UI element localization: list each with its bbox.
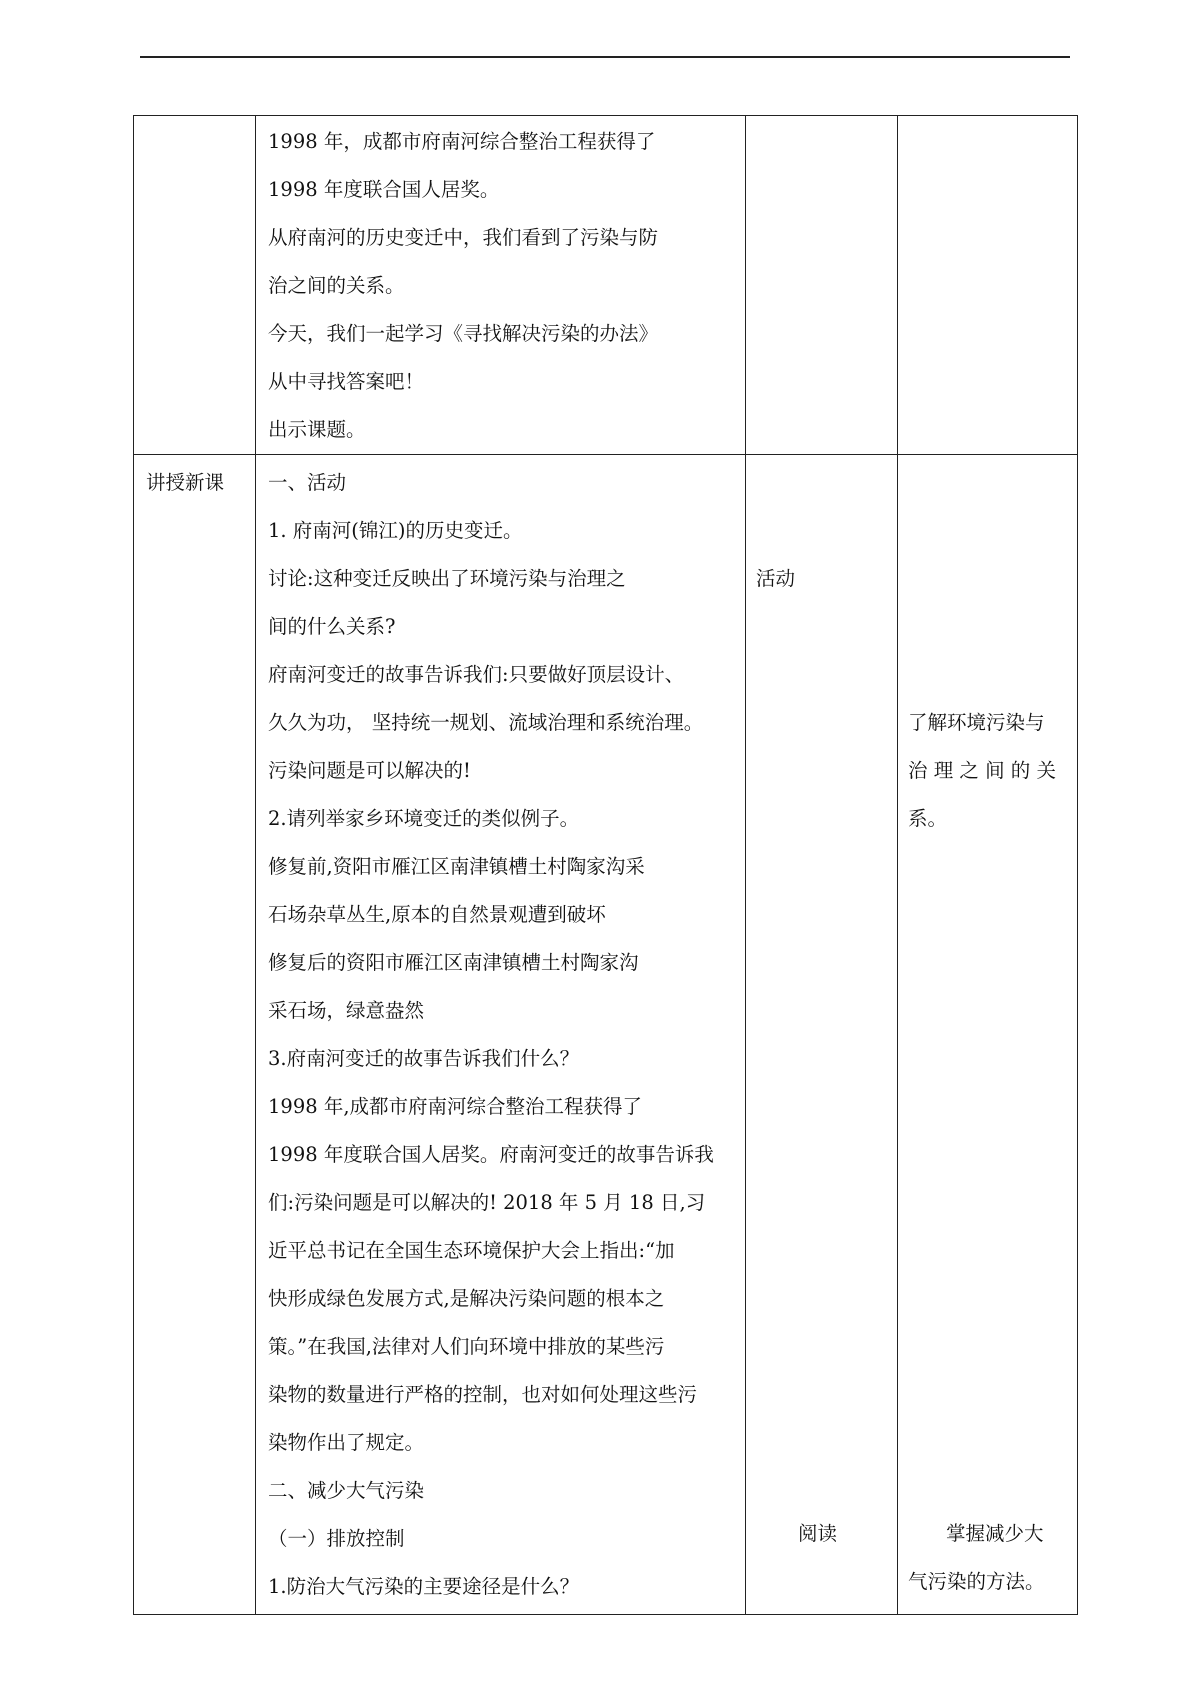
lesson-plan-table (133, 115, 1078, 1615)
content-line: 3.府南河变迁的故事告诉我们什么？ (268, 1047, 580, 1070)
content-line: 们:污染问题是可以解决的! 2018 年 5 月 18 日,习 (268, 1191, 706, 1214)
content-line: 染物的数量进行严格的控制，也对如何处理这些污 (268, 1383, 698, 1406)
content-line: 府南河变迁的故事告诉我们:只要做好顶层设计、 (268, 663, 685, 686)
section-label-cell (134, 116, 256, 455)
content-line: 采石场，绿意盎然 (268, 999, 425, 1022)
content-line: 久久为功， 坚持统一规划、流域治理和系统治理。 (268, 711, 704, 734)
content-line: 出示课题。 (268, 418, 366, 441)
content-line: 治之间的关系。 (268, 274, 405, 297)
subheading-emission-control: （一）排放控制 (268, 1527, 405, 1550)
content-line: 染物作出了规定。 (268, 1431, 425, 1454)
method-cell (746, 116, 898, 455)
content-line: 修复前,资阳市雁江区南津镇槽土村陶家沟采 (268, 855, 645, 878)
page-header-rule (140, 56, 1070, 58)
goal-line: 系。 (908, 807, 948, 830)
content-line: 从府南河的历史变迁中，我们看到了污染与防 (268, 226, 659, 249)
table-row-new-lesson (134, 455, 1078, 1615)
table-row-intro (134, 116, 1078, 455)
content-cell (256, 455, 746, 1615)
goal-line: 气污染的方法。 (908, 1570, 1045, 1593)
content-line: 1998 年，成都市府南河综合整治工程获得了 (268, 130, 656, 153)
content-line: 1998 年,成都市府南河综合整治工程获得了 (268, 1095, 643, 1118)
content-line: 间的什么关系? (268, 615, 396, 638)
heading-reduce-air-pollution: 二、减少大气污染 (268, 1479, 425, 1502)
heading-activity: 一、活动 (268, 471, 347, 494)
section-label: 讲授新课 (146, 471, 225, 494)
content-line: 1998 年度联合国人居奖。 (268, 178, 500, 201)
section-label-cell (134, 455, 256, 1615)
content-line: 快形成绿色发展方式,是解决污染问题的根本之 (268, 1287, 665, 1310)
content-line: 今天，我们一起学习《寻找解决污染的办法》 (268, 322, 659, 345)
content-line: 1.防治大气污染的主要途径是什么？ (268, 1575, 580, 1598)
content-line: 石场杂草丛生,原本的自然景观遭到破坏 (268, 903, 606, 926)
content-line: 修复后的资阳市雁江区南津镇槽土村陶家沟 (268, 951, 639, 974)
content-cell (256, 116, 746, 455)
goal-cell (898, 116, 1078, 455)
goal-cell (898, 455, 1078, 1615)
method-activity: 活动 (756, 567, 796, 590)
goal-understand-relation (898, 699, 1077, 843)
content-line: 1. 府南河(锦江)的历史变迁。 (268, 519, 523, 542)
method-cell (746, 455, 898, 1615)
content-line: 近平总书记在全国生态环境保护大会上指出:“加 (268, 1239, 675, 1262)
goal-master-methods (898, 1510, 1077, 1606)
content-line: 从中寻找答案吧！ (268, 370, 425, 393)
goal-line: 治 理 之 间 的 关 (908, 759, 1056, 782)
content-line: 2.请列举家乡环境变迁的类似例子。 (268, 807, 580, 830)
content-line: 1998 年度联合国人居奖。府南河变迁的故事告诉我 (268, 1143, 714, 1166)
goal-line: 掌握减少大 (946, 1522, 1044, 1545)
content-line: 讨论:这种变迁反映出了环境污染与治理之 (268, 567, 626, 590)
content-line: 策。”在我国,法律对人们向环境中排放的某些污 (268, 1335, 665, 1358)
content-line: 污染问题是可以解决的! (268, 759, 471, 782)
goal-line: 了解环境污染与 (908, 711, 1045, 734)
method-reading: 阅读 (798, 1522, 838, 1545)
